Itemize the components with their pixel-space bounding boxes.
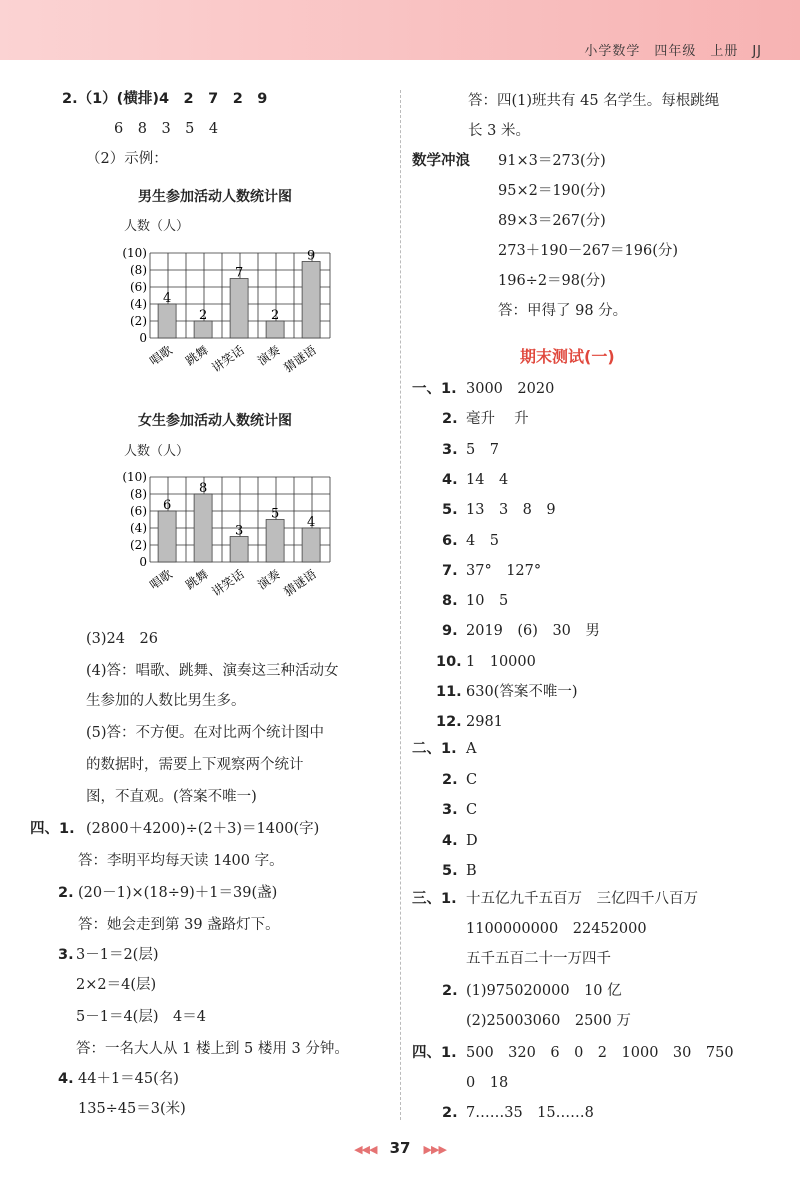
left-s4-3-answer: 答：一名大人从 1 楼上到 5 楼用 3 分钟。 [76,1041,349,1057]
girl-bar-chart [110,460,350,610]
bar [302,528,320,562]
left-q4-line1: (4)答：唱歌、跳舞、演奏这三种活动女 [86,663,339,679]
bar [158,304,176,338]
left-s4-4-line2: 135÷45＝3(米) [78,1101,186,1117]
page-number: 37 [389,1139,411,1157]
right-answer-line2: 长 3 米。 [468,123,530,139]
y-tick-label: (4) [130,297,147,311]
surf-line4: 273＋190－267＝196(分) [498,243,679,259]
left-s4-4-line1: 44＋1＝45(名) [78,1071,179,1087]
surf-line2: 95×2＝190(分) [498,183,606,199]
part4-q1-marker: 四、1. [412,1045,457,1061]
part1-answer-marker: 9. [442,623,458,640]
header-title: 小学数学 四年级 上册 JJ [584,44,762,59]
category-label: 猜谜语 [281,342,319,376]
column-divider [400,90,401,1120]
part1-answer-text: 37° 127° [466,562,542,579]
part1-answer-text: 5 7 [466,441,499,458]
boy-bar-chart [110,236,350,386]
part3-q1-line2: 1100000000 22452000 [466,921,647,937]
bar-data-label: 3 [234,523,244,539]
page-footer [0,1138,800,1157]
category-label: 唱歌 [147,342,175,369]
y-tick-label: (10) [122,246,147,260]
left-q5-line2: 的数据时，需要上下观察两个统计 [86,757,304,773]
part1-answer-marker: 3. [442,441,458,458]
part2-answer-text: B [466,863,477,879]
part2-answer-marker: 2. [442,771,458,788]
part1-answer-text: 4 5 [466,532,499,549]
surf-line3: 89×3＝267(分) [498,213,606,229]
part4-q1-line1: 500 320 6 0 2 1000 30 750 [466,1045,734,1061]
part1-answer-text: 1 10000 [466,653,536,670]
part1-answer-marker: 8. [442,593,458,610]
y-tick-label: (4) [130,521,147,535]
category-label: 演奏 [255,566,283,593]
part1-answer-text: 14 4 [466,471,509,488]
bar [194,494,212,562]
part1-answer-text: 2981 [466,714,503,731]
part1-answer-marker: 6. [442,532,458,549]
part1-answer-text: 2019 (6) 30 男 [466,623,600,640]
math-surf-label: 数学冲浪 [412,153,470,169]
y-tick-label: (6) [130,504,147,518]
bar [230,537,248,563]
bar-data-label: 6 [162,498,172,513]
bar [158,511,176,562]
left-q2-1-line1: 2.（1）(横排)4 2 7 2 9 [62,91,268,107]
bar-data-label: 4 [162,291,172,306]
left-s4-3-marker: 3. [58,947,74,963]
surf-line1: 91×3＝273(分) [498,153,606,169]
part2-answer-marker: 5. [442,863,458,879]
y-tick-label: (10) [122,470,147,484]
part2-answer-text: C [466,802,478,818]
left-s4-4-marker: 4. [58,1071,74,1087]
left-q3: (3)24 26 [86,631,158,647]
girl-chart-title: 女生参加活动人数统计图 [138,413,292,429]
category-label: 猜谜语 [281,566,319,600]
part1-answer-marker: 10. [436,653,462,670]
left-s4-1: (2800＋4200)÷(2＋3)＝1400(字) [86,821,320,837]
category-label: 跳舞 [183,566,211,593]
y-tick-label: (2) [130,538,147,552]
prev-arrows-icon: ◀◀◀ [354,1143,377,1156]
left-q2-1-line2: 6 8 3 5 4 [114,121,219,137]
part3-q1-marker: 三、1. [412,891,457,907]
next-arrows-icon: ▶▶▶ [423,1143,446,1156]
boy-chart-title: 男生参加活动人数统计图 [138,189,292,205]
bar-data-label: 2 [270,308,280,323]
part2-answer-text: A [466,741,477,757]
y-tick-label: 0 [139,555,147,569]
bar-data-label: 2 [198,308,208,323]
part3-q1-line3: 五千五百二十一万四千 [466,951,611,967]
boy-chart-ylabel: 人数（人） [124,219,190,234]
part2-answer-text: D [466,832,478,849]
bar [194,321,212,338]
y-tick-label: 0 [139,331,147,345]
part1-answer-text: 3000 2020 [466,381,555,397]
category-label: 演奏 [255,342,283,369]
part1-answer-marker: 11. [436,684,462,700]
category-label: 跳舞 [183,342,211,369]
part2-answer-marker: 二、1. [412,741,457,757]
part2-answer-marker: 4. [442,832,458,849]
bar-data-label: 9 [306,248,316,264]
part2-answer-text: C [466,771,478,788]
left-q5-line1: (5)答：不方便。在对比两个统计图中 [86,725,325,741]
left-s4-2-answer: 答：她会走到第 39 盏路灯下。 [78,917,280,933]
y-tick-label: (2) [130,314,147,328]
part1-answer-text: 10 5 [466,593,509,610]
left-q2-2: （2）示例： [86,151,168,167]
section-4-marker: 四、1. [30,821,75,837]
part4-q1-line2: 0 18 [466,1075,509,1091]
left-s4-2-marker: 2. [58,885,74,901]
left-q4-line2: 生参加的人数比男生多。 [86,693,246,709]
part1-answer-marker: 4. [442,471,458,488]
category-label: 讲笑话 [209,566,247,600]
left-q5-line3: 图，不直观。(答案不唯一) [86,789,257,805]
bar-data-label: 7 [234,265,244,281]
part3-q1-line1: 十五亿九千五百万 三亿四千八百万 [466,891,698,907]
left-s4-3-line1: 3－1＝2(层) [76,947,159,963]
part1-answer-text: 毫升 升 [466,411,529,428]
part1-answer-marker: 7. [442,562,458,579]
part2-answer-marker: 3. [442,802,458,818]
part1-answer-marker: 一、1. [412,381,457,397]
part1-answer-text: 630(答案不唯一) [466,684,578,700]
category-label: 唱歌 [147,566,175,593]
left-s4-2: (20－1)×(18÷9)＋1＝39(盏) [78,885,278,901]
part1-answer-text: 13 3 8 9 [466,502,556,519]
surf-line5: 196÷2＝98(分) [498,273,606,289]
part1-answer-marker: 5. [442,502,458,519]
bar-data-label: 5 [270,506,280,522]
part3-q2-line1: (1)975020000 10 亿 [466,983,622,999]
bar [230,279,248,339]
right-answer-line1: 答：四(1)班共有 45 名学生。每根跳绳 [468,93,720,109]
bar [302,262,320,339]
bar [266,520,284,563]
left-s4-3-line3: 5－1＝4(层) 4＝4 [76,1009,206,1025]
part4-q2-marker: 2. [442,1105,458,1121]
bar-data-label: 4 [306,515,316,530]
part1-answer-marker: 2. [442,411,458,428]
y-tick-label: (8) [130,263,147,277]
part4-q2-line1: 7……35 15……8 [466,1105,594,1121]
part3-q2-line2: (2)25003060 2500 万 [466,1013,631,1029]
girl-chart-ylabel: 人数（人） [124,444,190,459]
left-s4-1-answer: 答：李明平均每天读 1400 字。 [78,853,284,869]
exam-title: 期末测试(一) [520,347,615,366]
y-tick-label: (6) [130,280,147,294]
part1-answer-marker: 12. [436,714,462,731]
left-s4-3-line2: 2×2＝4(层) [76,977,157,993]
bar [266,321,284,338]
category-label: 讲笑话 [209,342,247,376]
y-tick-label: (8) [130,487,147,501]
surf-answer: 答：甲得了 98 分。 [498,303,628,319]
bar-data-label: 8 [198,481,208,496]
part3-q2-marker: 2. [442,983,458,999]
header-band [0,0,800,60]
